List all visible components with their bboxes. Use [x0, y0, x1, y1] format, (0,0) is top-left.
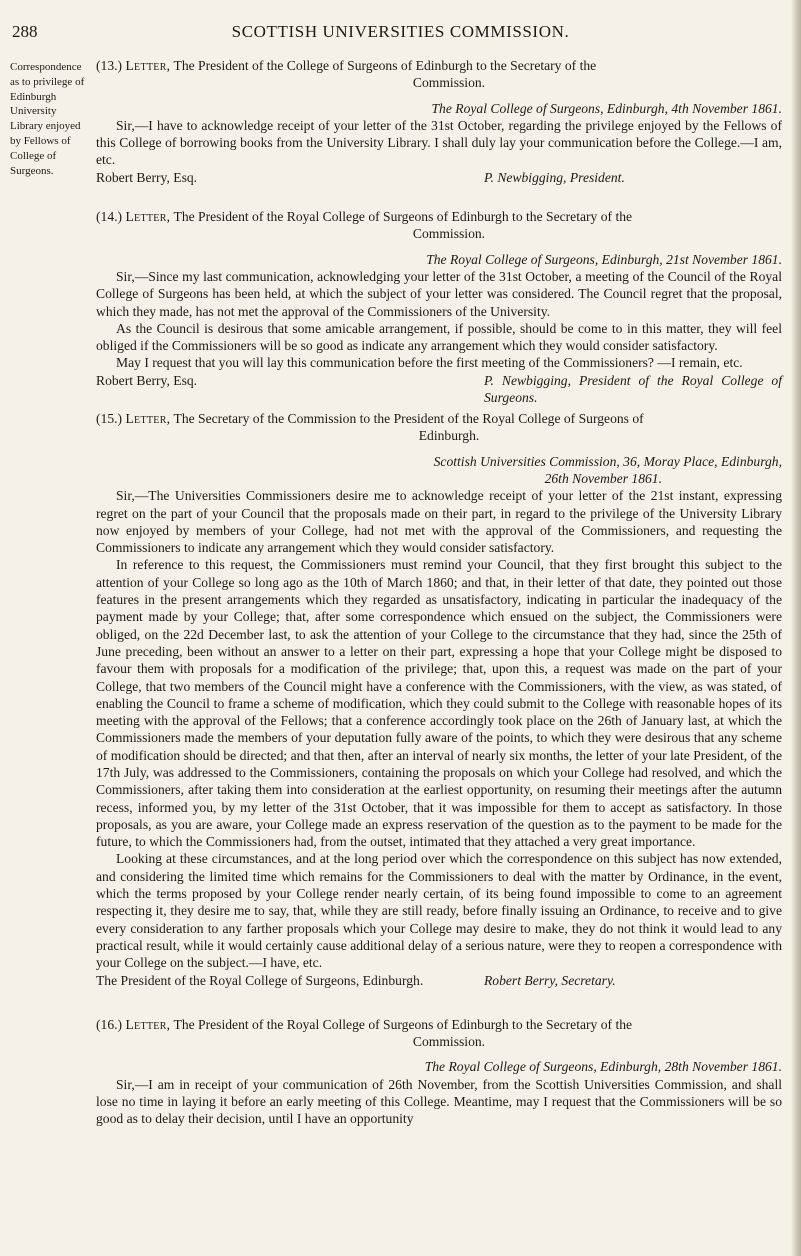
- letter-label: Letter,: [125, 411, 171, 427]
- letter-heading-line2: Commission.: [412, 75, 486, 91]
- letter-heading-line2: Commission.: [412, 226, 486, 242]
- signature-line: [96, 169, 782, 186]
- addressee: Robert Berry, Esq.: [96, 372, 198, 388]
- letter-paragraph: As the Council is desirous that some amicable arrangement, if possible, should be come to in this matter, they will feel obliged if the Commissioners will be so good as indicate any arrangement which they would consider satisfactory.: [96, 320, 782, 354]
- addressee: The President of the Royal College of Surgeons, Edinburgh.: [96, 972, 424, 988]
- page-number: 288: [12, 22, 38, 41]
- letter-label: Letter,: [125, 1016, 171, 1032]
- addressee: Robert Berry, Esq.: [96, 169, 198, 185]
- letter-label: Letter,: [125, 209, 171, 225]
- letter-dateline: Scottish Universities Commission, 36, Moray Place, Edinburgh,: [433, 453, 782, 469]
- letter-dateline: The Royal College of Surgeons, Edinburgh, 28th November 1861.: [424, 1059, 782, 1075]
- letter-paragraph: May I request that you will lay this communication before the first meeting of the Commissioners? —I remain, etc.: [116, 355, 743, 371]
- signature: P. Newbigging, President.: [484, 169, 625, 185]
- letter-13: [96, 57, 782, 186]
- letter-16: [96, 1016, 782, 1128]
- letter-number: (14.): [96, 209, 123, 225]
- letter-dateline-line2: 26th November 1861.: [544, 470, 662, 486]
- page-header: [0, 22, 801, 44]
- signature: Robert Berry, Secretary.: [484, 972, 616, 988]
- letter-paragraph: In reference to this request, the Commissioners must remind your Council, that they first brought this subject to the attention of your College so long ago as the 10th of March 1860; and that, in their letter of that date, they pointed out those features in the present arrangements which they regarded as unsatisfactory, indicating in particular the inadequacy of the payment made by your College; that, after some correspondence which ensued on the subject, the Commissioners were obliged, on the 22d December last, to ask the attention of your College to the circumstance that they had, since the 25th of June preceding, been without an answer to a letter on their part, expressing a hope that your College might be disposed to favour them with proposals for a modification of the privilege; that, upon this, a request was made on the part of your College, that two members of the Council might have a conference with the Commissioners, with the view, as was stated, of enabling the Council to frame a scheme of modification, which they could submit to the College with reasonable hopes of its meeting with the approval of the Fellows; that a conference accordingly took place on the 26th of January last, at which the Commissioners made the members of your deputation fully aware of the points, to which they were desirous that any scheme of modification should be directed; and that then, after an interval of nearly six months, the letter of your late President, of the 17th July, was addressed to the Commissioners, containing the proposals on which your College had resolved, and which the Commissioners, after taking them into consideration at the earliest opportunity, on resuming their meetings after the autumn recess, informed you, by my letter of the 31st October, that it was impossible for them to accept as satisfactory. In those proposals, as you are aware, your College made an express reservation of the question as to the payment to be made for the future, to which the Commissioners had, from the outset, intimated that they attached a very great importance.: [96, 557, 782, 850]
- letter-paragraph: Looking at these circumstances, and at the long period over which the correspondence on this subject has now extended, and considering the limited time which remains for the Commissioners to deal with the matter by Ordinance, in the event, which the terms proposed by your College render nearly certain, of its being found impossible to come to an agreement respecting it, they desire me to say, that, while they are still ready, before finally issuing an Ordinance, to receive and to give every consideration to any farther proposals which your College may desire to make, they do not think it would lead to any practical result, while it would certainly cause additional delay of a serious nature, were they to reopen a correspondence with your College on the subject.—I have, etc.: [96, 851, 782, 971]
- letter-heading-line2: Edinburgh.: [418, 428, 480, 444]
- letter-number: (16.): [96, 1016, 123, 1032]
- letter-number: (13.): [96, 58, 123, 73]
- letter-heading-text: The President of the Royal College of Surgeons of Edinburgh to the Secretary of the: [173, 209, 633, 225]
- letter-number: (15.): [96, 411, 123, 427]
- letter-13-heading: [96, 57, 782, 74]
- letter-paragraph: Sir,—The Universities Commissioners desire me to acknowledge receipt of your letter of the 21st instant, expressing regret on the part of your Council that the proposals made on their part, in regard to the privilege of the University Library now enjoyed by members of your College, had not met with the approval of the Commissioners, and requesting the Commissioners to indicate any arrangement which they would consider satisfactory.: [96, 488, 782, 556]
- letter-label: Letter,: [125, 58, 171, 73]
- signature-line: [96, 372, 782, 406]
- letter-14-heading: [96, 208, 782, 225]
- signature-line: [96, 972, 782, 989]
- page-edge-shadow: [791, 0, 801, 1256]
- letter-15: [96, 410, 782, 989]
- letter-heading-text: The President of the College of Surgeons of Edinburgh to the Secretary of the: [173, 58, 597, 73]
- running-title: SCOTTISH UNIVERSITIES COMMISSION.: [231, 22, 570, 41]
- letter-paragraph: Sir,—I am in receipt of your communication of 26th November, from the Scottish Universities Commission, and shall lose no time in laying it before an early meeting of this College. Meantime, may I request that the Commissioners will be so good as to delay their decision, until I have an opportunity: [96, 1076, 782, 1127]
- document-body: [96, 57, 782, 1128]
- letter-paragraph: Sir,—Since my last communication, acknowledging your letter of the 31st October, a meeting of the Council of the Royal College of Surgeons has been held, at which the subject of your letter was considered. The Council regret that the proposal, which they made, has not met the approval of the Commissioners of the University.: [96, 268, 782, 319]
- letter-14: [96, 208, 782, 406]
- letter-dateline: The Royal College of Surgeons, Edinburgh, 4th November 1861.: [431, 100, 782, 116]
- letter-heading-text: The Secretary of the Commission to the President of the Royal College of Surgeons of: [173, 411, 644, 427]
- letter-paragraph: Sir,—I have to acknowledge receipt of your letter of the 31st October, regarding the privilege enjoyed by the Fellows of this College of borrowing books from the University Library. I shall duly lay your communication before the College.—I am, etc.: [96, 117, 782, 168]
- letter-dateline: The Royal College of Surgeons, Edinburgh, 21st November 1861.: [426, 251, 782, 267]
- margin-note: Correspondence as to privilege of Edinburgh University Library enjoyed by Fellows of College of Surgeons.: [10, 61, 85, 177]
- signature: P. Newbigging, President of the Royal College of Surgeons.: [484, 372, 782, 406]
- letter-heading-text: The President of the Royal College of Surgeons of Edinburgh to the Secretary of the: [173, 1016, 633, 1032]
- letter-15-heading: [96, 410, 782, 427]
- letter-16-heading: [96, 1016, 782, 1033]
- letter-heading-line2: Commission.: [412, 1034, 486, 1050]
